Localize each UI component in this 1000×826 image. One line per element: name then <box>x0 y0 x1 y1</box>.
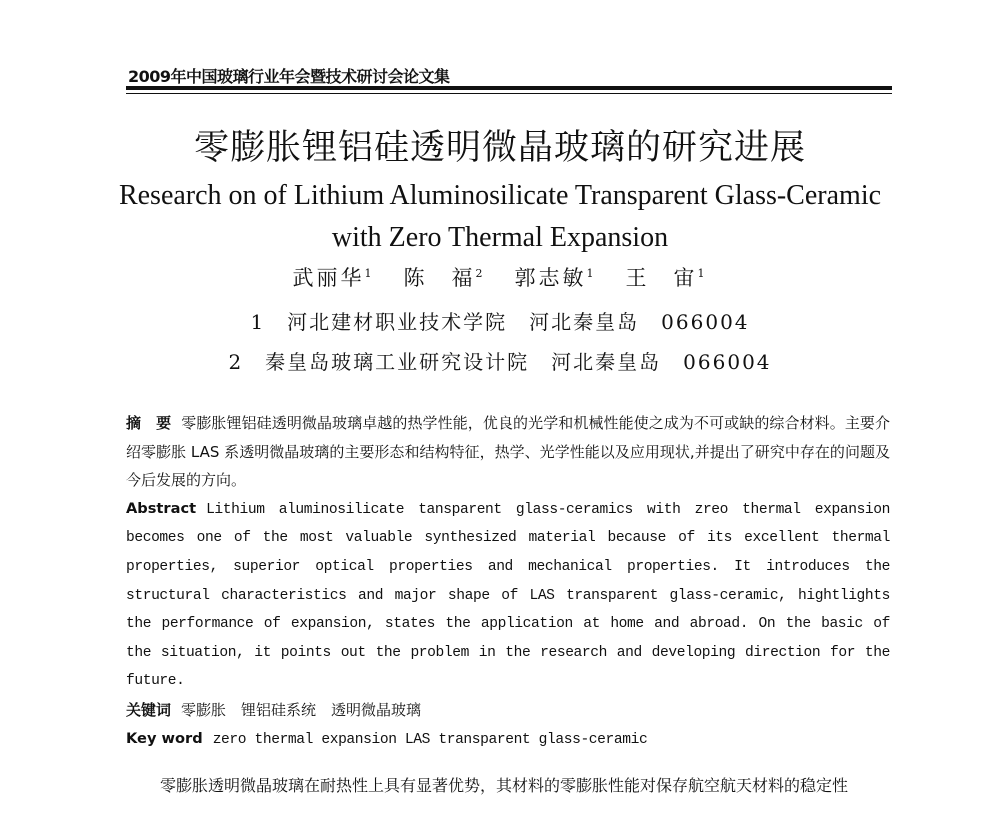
abstract-en-text: Lithium aluminosilicate tansparent glass-ceramics with zreo thermal expansion becomes one of the most valuable synthesized material because of its excellent thermal properties, superior optical properties and mechanical properties. It introduces the structural characteristics and major shape of LAS transparent glass-ceramic, hightlights the performance of expansion, states the application at home and abroad. On the basic of the situation, it points out the problem in the research and developing direction for the future. <box>126 501 890 690</box>
affiliation-1: 1 河北建材职业技术学院 河北秦皇岛 066004 <box>250 310 750 334</box>
author-aff: 2 <box>475 267 486 280</box>
abstract-en-label: Abstract <box>126 499 197 517</box>
body-first-line: 零膨胀透明微晶玻璃在耐热性上具有显著优势，其材料的零膨胀性能对保存航空航天材料的稳定性 <box>160 776 849 796</box>
author-aff: 1 <box>586 267 597 280</box>
abstract-zh-label: 摘 要 <box>126 414 172 432</box>
author-aff: 1 <box>364 267 375 280</box>
author: 武丽华 <box>292 266 365 290</box>
running-header: 2009年中国玻璃行业年会暨技术研讨会论文集 <box>128 67 450 86</box>
title-en-line1: Research on of Lithium Aluminosilicate Transparent Glass-Ceramic <box>118 180 882 211</box>
keywords-en-label: Key word <box>126 729 203 747</box>
author: 王 宙 <box>625 266 698 290</box>
author: 郭志敏 <box>514 266 587 290</box>
keywords-zh <box>126 696 890 725</box>
affiliation-2: 2 秦皇岛玻璃工业研究设计院 河北秦皇岛 066004 <box>228 350 772 374</box>
title-zh: 零膨胀锂铝硅透明微晶玻璃的研究进展 <box>193 128 806 168</box>
keywords-en-text: zero thermal expansion LAS transparent glass-ceramic <box>212 731 648 748</box>
abstract-zh <box>126 409 890 495</box>
author-aff: 1 <box>697 267 708 280</box>
keywords-en <box>126 725 890 755</box>
abstract-section <box>126 0 890 826</box>
author: 陈 福 <box>403 266 476 290</box>
abstract-zh-text: 零膨胀锂铝硅透明微晶玻璃卓越的热学性能，优良的光学和机械性能使之成为不可或缺的综合材料。主要介绍零膨胀 LAS 系透明微晶玻璃的主要形态和结构特征，热学、光学性能以及应用现状,并提出了研究中存在的问题及今后发展的方向。 <box>126 414 890 490</box>
keywords-zh-label: 关键词 <box>126 700 172 719</box>
title-en-line2: with Zero Thermal Expansion <box>331 222 669 253</box>
keywords-zh-text: 零膨胀 锂铝硅系统 透明微晶玻璃 <box>181 700 422 719</box>
abstract-en <box>126 495 890 696</box>
